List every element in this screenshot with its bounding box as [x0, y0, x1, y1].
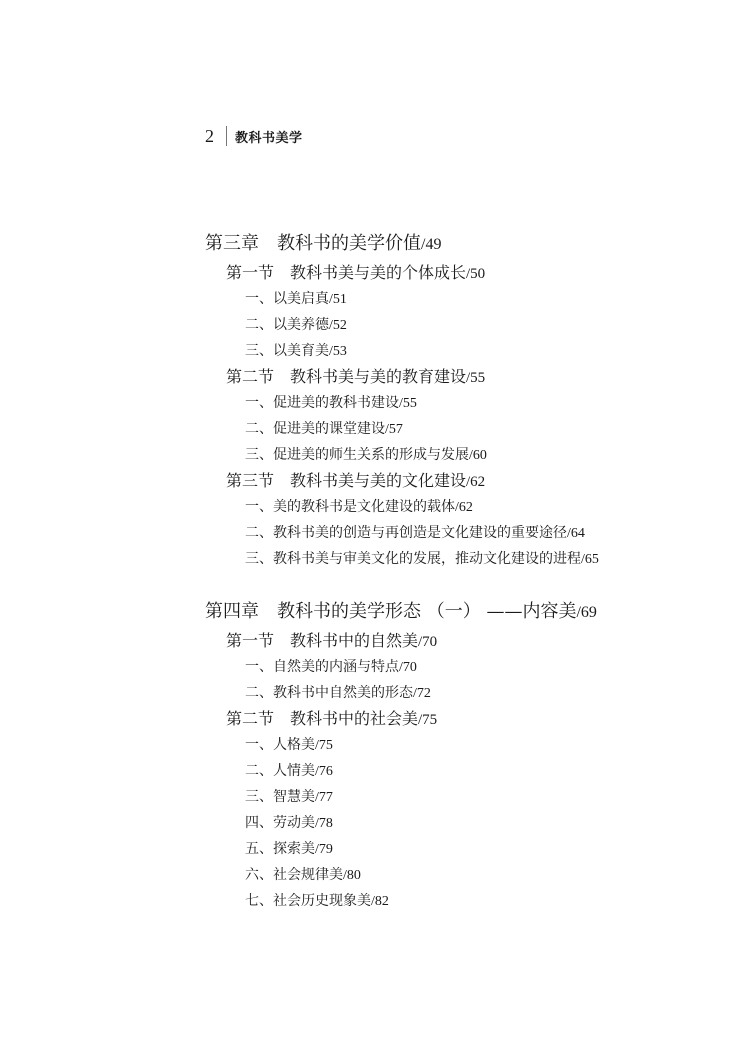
toc-entry-page: /78 — [315, 816, 333, 831]
toc-entry-page: /72 — [413, 686, 431, 701]
toc-item — [245, 660, 417, 675]
toc-item — [245, 552, 599, 567]
toc-chapter-3 — [205, 235, 441, 253]
toc-entry-title: 二、以美养德 — [245, 317, 329, 333]
toc-section — [226, 711, 437, 728]
toc-entry-title: 一、促进美的教科书建设 — [245, 395, 399, 411]
page-header — [205, 124, 303, 148]
toc-entry-title: 一、美的教科书是文化建设的载体 — [245, 499, 455, 515]
toc-item — [245, 396, 417, 411]
toc-entry-title: 四、劳动美 — [245, 815, 315, 831]
toc-entry-page: /75 — [315, 738, 333, 753]
toc-item — [245, 686, 431, 701]
toc-entry-page: /64 — [567, 526, 585, 541]
toc-item — [245, 344, 347, 359]
toc-entry-title: 三、以美育美 — [245, 343, 329, 359]
running-book-title: 教科书美学 — [235, 130, 303, 146]
toc-item — [245, 790, 333, 805]
toc-item — [245, 816, 333, 831]
toc-entry-page: /53 — [329, 344, 347, 359]
toc-entry-page: /51 — [329, 292, 347, 307]
toc-entry-page: /69 — [576, 604, 597, 621]
toc-item — [245, 500, 473, 515]
toc-entry-page: /76 — [315, 764, 333, 779]
toc-entry-title: 一、人格美 — [245, 737, 315, 753]
toc-entry-page: /52 — [329, 318, 347, 333]
toc-item — [245, 894, 389, 909]
toc-item — [245, 292, 347, 307]
toc-entry-title: 第四章 教科书的美学形态 （一） ——内容美 — [205, 601, 577, 622]
toc-entry-page: /60 — [469, 448, 487, 463]
toc-item — [245, 868, 361, 883]
toc-item — [245, 764, 333, 779]
toc-entry-title: 第二节 教科书美与美的教育建设 — [226, 367, 467, 386]
toc-entry-title: 二、促进美的课堂建设 — [245, 421, 385, 437]
toc-entry-title: 三、智慧美 — [245, 789, 315, 805]
toc-entry-page: /49 — [421, 236, 442, 253]
toc-item — [245, 738, 333, 753]
toc-entry-page: /55 — [466, 370, 486, 386]
toc-entry-page: /65 — [581, 552, 599, 567]
toc-item — [245, 448, 487, 463]
toc-entry-title: 第三章 教科书的美学价值 — [205, 233, 421, 254]
toc-entry-title: 一、以美启真 — [245, 291, 329, 307]
toc-entry-title: 五、探索美 — [245, 841, 315, 857]
toc-entry-page: /62 — [466, 474, 486, 490]
toc-entry-title: 三、促进美的师生关系的形成与发展 — [245, 447, 469, 463]
toc-entry-page: /50 — [466, 266, 486, 282]
toc-entry-title: 二、教科书美的创造与再创造是文化建设的重要途径 — [245, 525, 567, 541]
toc-section — [226, 633, 437, 650]
toc-chapter-4 — [205, 603, 597, 621]
toc-entry-page: /55 — [399, 396, 417, 411]
toc-section — [226, 369, 485, 386]
toc-item — [245, 318, 347, 333]
toc-entry-page: /62 — [455, 500, 473, 515]
toc-entry-title: 六、社会规律美 — [245, 867, 343, 883]
toc-entry-title: 一、自然美的内涵与特点 — [245, 659, 399, 675]
toc-entry-title: 七、社会历史现象美 — [245, 893, 371, 909]
toc-item — [245, 422, 403, 437]
toc-entry-title: 第一节 教科书美与美的个体成长 — [226, 263, 467, 282]
toc-section — [226, 265, 485, 282]
toc-entry-page: /77 — [315, 790, 333, 805]
toc-entry-page: /75 — [418, 712, 438, 728]
toc-entry-title: 第三节 教科书美与美的文化建设 — [226, 471, 467, 490]
toc-item — [245, 526, 585, 541]
toc-entry-title: 二、人情美 — [245, 763, 315, 779]
toc-entry-title: 第二节 教科书中的社会美 — [226, 709, 419, 728]
toc-entry-page: /80 — [343, 868, 361, 883]
toc-entry-page: /57 — [385, 422, 403, 437]
toc-entry-page: /70 — [399, 660, 417, 675]
toc-entry-page: /82 — [371, 894, 389, 909]
toc-section — [226, 473, 485, 490]
toc-item — [245, 842, 333, 857]
toc-entry-title: 三、教科书美与审美文化的发展，推动文化建设的进程 — [245, 551, 581, 567]
toc-entry-page: /79 — [315, 842, 333, 857]
page-number: 2 — [205, 126, 214, 146]
toc-entry-title: 二、教科书中自然美的形态 — [245, 685, 413, 701]
toc-entry-page: /70 — [418, 634, 438, 650]
toc-entry-title: 第一节 教科书中的自然美 — [226, 631, 419, 650]
header-divider — [226, 126, 227, 146]
